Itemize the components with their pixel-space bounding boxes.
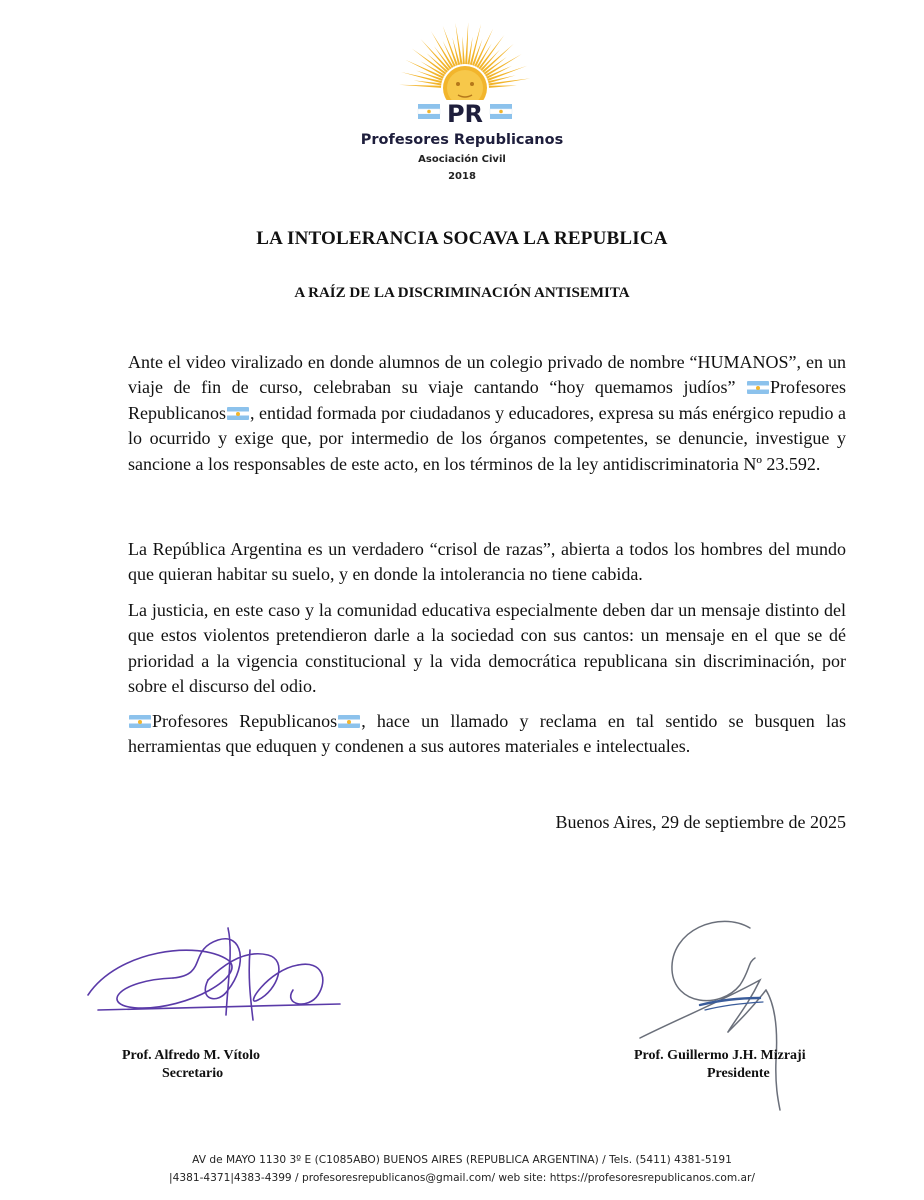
sun-ray [465, 22, 468, 64]
argentina-flag-icon [490, 104, 512, 119]
document-title: LA INTOLERANCIA SOCAVA LA REPUBLICA [256, 228, 668, 249]
sun-ray [455, 23, 462, 65]
paragraph-2: La República Argentina es un verdadero “crisol de razas”, abierta a todos los hombres del mundo que quieran habitar su suelo, y en donde la intolerancia no tiene cabida. [128, 539, 846, 585]
org-year: 2018 [448, 171, 476, 182]
sun-ray [405, 60, 443, 79]
signature-presidente [630, 910, 800, 1120]
signature-secretario [78, 920, 348, 1030]
argentina-flag-icon [747, 381, 769, 394]
org-name: Profesores Republicanos [360, 132, 564, 148]
argentina-flag-icon [338, 715, 360, 728]
argentina-flag-icon [418, 104, 440, 119]
sun-ray [474, 28, 493, 66]
document-subtitle: A RAÍZ DE LA DISCRIMINACIÓN ANTISEMITA [294, 285, 630, 301]
paragraph-1-text-b: , entidad formada por ciudadanos y educadores, expresa su más enérgico repudio a lo ocurrido y exige que, por intermedio de los órganos competentes, se denuncie, investigue y sancione a los responsables de este acto, en los términos de la ley antidiscriminatoria Nº 23.592. [128, 402, 846, 474]
paragraph-1 [128, 350, 846, 477]
paragraph-3: La justicia, en este caso y la comunidad educativa especialmente deben dar un mensaje distinto del que estos violentos pretendieron darle a la sociedad con sus cantos: un mensaje en el que se dé prioridad a la vigencia constitucional y la vida democrática republicana sin discriminación, por sobre el discurso del odio. [128, 600, 846, 697]
org-type: Asociación Civil [418, 154, 506, 165]
signatory-name: Prof. Guillermo J.H. Mizraji [634, 1048, 806, 1063]
sun-logo-icon [370, 18, 560, 128]
paragraph-4 [128, 709, 846, 760]
org-mention: Profesores Republicanos [128, 377, 846, 423]
date-line: Buenos Aires, 29 de septiembre de 2025 [555, 812, 846, 832]
footer-contact: |4381-4371|4383-4399 / profesoresrepublicanos@gmail.com/ web site: https://profesoresrepublicanos.com.ar/ [169, 1172, 755, 1184]
sun-ray [426, 53, 447, 73]
signatory-role: Secretario [162, 1066, 224, 1081]
logo-text: PR [446, 100, 484, 128]
sun-ray [484, 57, 507, 75]
sun-ray [489, 78, 531, 85]
sun-ray [434, 46, 452, 69]
org-mention: Profesores Republicanos [152, 711, 338, 731]
sun-ray [399, 85, 441, 88]
argentina-flag-icon [227, 407, 249, 420]
paragraph-4-text: , hace un llamado y reclama en tal sentido se busquen las herramientas que eduquen y condenen a sus autores materiales e intelectuales. [128, 711, 846, 757]
paragraph-1-text-a: Ante el video viralizado en donde alumnos de un colegio privado de nombre “HUMANOS”, en un viaje de fin de curso, celebraban su viaje cantando “hoy quemamos judíos” [128, 352, 846, 398]
signatory-role: Presidente [707, 1066, 770, 1081]
signatory-name: Prof. Alfredo M. Vítolo [122, 1048, 261, 1063]
footer-address: AV de MAYO 1130 3º E (C1085ABO) BUENOS AIRES (REPUBLICA ARGENTINA) / Tels. (5411) 4381-5191 [192, 1154, 732, 1166]
sun-ray [462, 36, 464, 64]
argentina-flag-icon [129, 715, 151, 728]
sun-ray [480, 49, 500, 70]
sun-ray [489, 85, 517, 87]
